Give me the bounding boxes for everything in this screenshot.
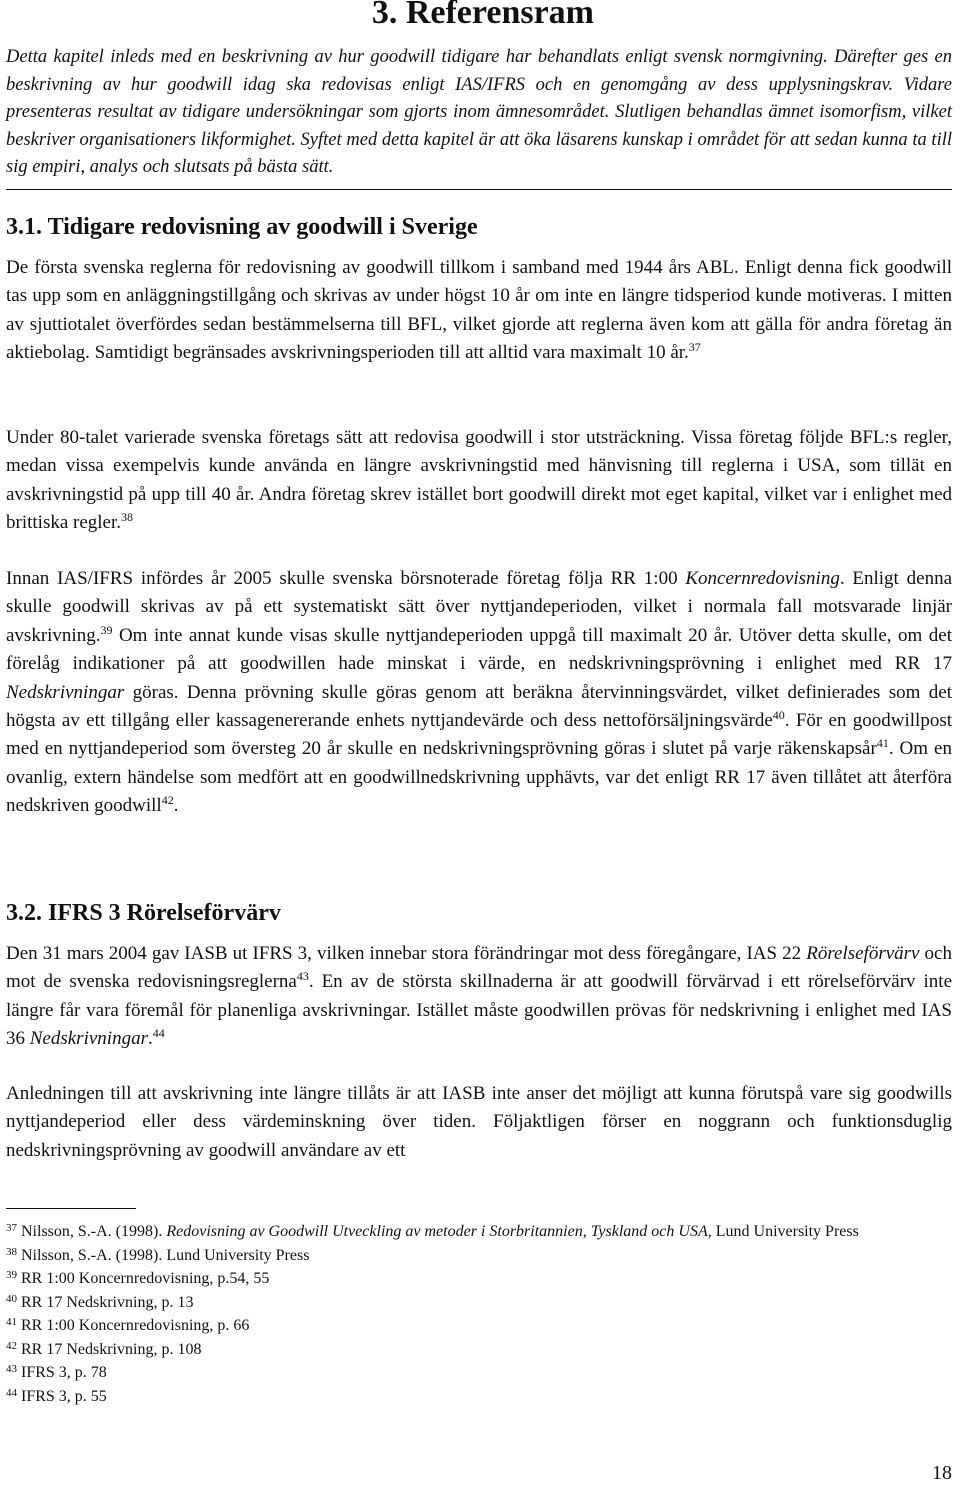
footnote-44 (6, 1385, 952, 1409)
footnote-number: 37 (6, 1222, 17, 1234)
footnote-ref-41: 41 (876, 736, 889, 751)
footnote-separator (6, 1208, 136, 1209)
footnote-text: RR 1:00 Koncernredovisning, p. 66 (21, 1317, 250, 1334)
text-run: . Enligt denna skulle goodwill skrivas av på ett systematiskt sätt över nyttjandeperioden, vilket i normala fall motsvarade linjär avskrivning. (6, 568, 952, 646)
footnote-number: 38 (6, 1245, 17, 1258)
footnote-ref-39: 39 (100, 622, 113, 637)
intro-divider (6, 189, 952, 190)
footnote-text: Nilsson, S.-A. (1998). (21, 1223, 167, 1240)
footnote-text: RR 1:00 Koncernredovisning, p.54, 55 (21, 1270, 270, 1287)
footnote-text: RR 17 Nedskrivning, p. 108 (21, 1340, 202, 1358)
footnote-ref-37: 37 (688, 340, 701, 355)
footnote-number: 40 (6, 1292, 17, 1305)
text-run: och mot de svenska redovisningsreglerna (6, 943, 952, 993)
footnote-40 (6, 1291, 952, 1315)
section-3-2-paragraph-1 (6, 940, 952, 1054)
footnote-text: IFRS 3, p. 78 (21, 1364, 107, 1381)
footnote-number: 41 (6, 1316, 17, 1328)
text-run: . För en goodwillpost med en nyttjandeperiod som översteg 20 år skulle en nedskrivningsprövning göras i slutet på varje räkenskapsår (6, 710, 952, 760)
footnote-ref-38: 38 (121, 510, 134, 525)
footnote-37 (6, 1220, 952, 1244)
footnote-number: 43 (6, 1363, 17, 1375)
footnote-42 (6, 1338, 952, 1362)
section-3-1-paragraph-1 (6, 254, 952, 368)
text-run: Innan IAS/IFRS infördes år 2005 skulle svenska börsnoterade företag följa RR 1:00 (6, 568, 686, 589)
section-3-1-paragraph-3 (6, 565, 952, 821)
text-run: . (173, 795, 179, 817)
text-run: Om inte annat kunde visas skulle nyttjandeperioden uppgå till maximalt 20 år. Utöver detta skulle, om det förelåg indikationer på att goodwillen hade minskat i värde, en nedskrivningsprövning i enlighet med RR 17 (6, 624, 952, 675)
footnote-38 (6, 1244, 952, 1268)
footnote-text: , Lund University Press (707, 1223, 859, 1240)
footnote-ref-44: 44 (152, 1026, 165, 1041)
document-page (6, 0, 952, 1490)
text-run: . Om en ovanlig, extern händelse som medfört att en goodwillnedskrivning upphävts, var det enligt RR 17 även tillåtet att återföra nedskriven goodwill (6, 738, 952, 817)
footnote-39 (6, 1267, 952, 1291)
text-run: Den 31 mars 2004 gav IASB ut IFRS 3, vilken innebar stora förändringar mot dess föregångare, IAS 22 (6, 943, 807, 964)
paragraph-text: De första svenska reglerna för redovisning av goodwill tillkom i samband med 1944 års ABL. Enligt denna fick goodwill tas upp som en anläggningstillgång och skrivas av under högst 10 år om inte en längre tidsperiod kunde motiveras. I mitten av sjuttiotalet överfördes sedan bestämmelserna till BFL, vilket gjorde att reglerna även kom att gälla för andra företag än aktiebolag. Samtidigt begränsades avskrivningsperioden till att alltid vara maximalt 10 år. (6, 257, 952, 364)
footnote-ref-43: 43 (296, 969, 309, 984)
section-3-2-paragraph-2: Anledningen till att avskrivning inte längre tillåts är att IASB inte anser det möjligt att kunna förutspå vare sig goodwills nyttjandeperiod eller dess värdeminskning över tiden. Följaktligen förser en noggrann och funktionsduglig nedskrivningsprövning av goodwill användare av ett (6, 1083, 952, 1161)
chapter-intro: Detta kapitel inleds med en beskrivning av hur goodwill tidigare har behandlats enligt svensk normgivning. Därefter ges en beskrivning av hur goodwill idag ska redovisas enligt IAS/IFRS och en genomgång av dess upplysningskrav. Vidare presenteras resultat av tidigare undersökningar som gjorts inom ämnesområdet. Slutligen behandlas ämnet isomorfism, vilket beskriver organisationers likformighet. Syftet med detta kapitel är att öka läsarens kunskap i området för att sedan kunna ta till sig empiri, analys och slutsats på bästa sätt. (6, 47, 952, 178)
footnotes (6, 1220, 952, 1408)
footnote-number: 44 (6, 1386, 17, 1399)
footnote-number: 42 (6, 1339, 17, 1352)
text-run: göras. Denna prövning skulle göras genom att beräkna återvinningsvärdet, vilket definierades som det högsta av ett tillgång eller kassagenererande enhets nyttjandevärde och dess nettoförsäljningsvärde (6, 681, 952, 732)
section-heading-3-1: 3.1. Tidigare redovisning av goodwill i Sverige (6, 214, 478, 240)
footnote-41 (6, 1314, 952, 1338)
italic-term: Rörelseförvärv (806, 943, 920, 964)
italic-term: Nedskrivningar (6, 681, 125, 703)
footnote-text: Nilsson, S.-A. (1998). Lund University Press (21, 1246, 310, 1264)
footnote-text: RR 17 Nedskrivning, p. 13 (21, 1293, 194, 1311)
section-3-1-paragraph-2 (6, 424, 952, 538)
footnote-text: IFRS 3, p. 55 (21, 1387, 107, 1405)
text-run: . En av de största skillnaderna är att goodwill förvärvad i ett rörelseförvärv inte längre får vara föremål för planenliga avskrivningar. Istället måste goodwillen prövas för nedskrivning i enlighet med IAS 36 (6, 971, 952, 1050)
section-heading-3-2: 3.2. IFRS 3 Rörelseförvärv (6, 900, 281, 926)
chapter-title: 3. Referensram (371, 0, 594, 31)
paragraph-text: Under 80-talet varierade svenska företags sätt att redovisa goodwill i stor utsträckning. Vissa företag följde BFL:s regler, medan vissa exempelvis kunde använda en längre avskrivningstid med hänvisning till reglerna i USA, som tillät en avskrivningstid på upp till 40 år. Andra företag skrev istället bort goodwill direkt mot eget kapital, vilket var i enlighet med brittiska regler. (6, 427, 952, 534)
footnote-ref-42: 42 (161, 793, 174, 808)
italic-term: Koncernredovisning (685, 568, 840, 589)
footnote-43 (6, 1361, 952, 1385)
italic-term: Nedskrivningar (29, 1028, 148, 1050)
footnote-ref-40: 40 (772, 708, 785, 723)
page-number: 18 (932, 1462, 952, 1484)
footnote-title: Redovisning av Goodwill Utveckling av metoder i Storbritannien, Tyskland och USA (166, 1223, 708, 1240)
text-run: . (147, 1028, 153, 1050)
footnote-number: 39 (6, 1269, 17, 1281)
